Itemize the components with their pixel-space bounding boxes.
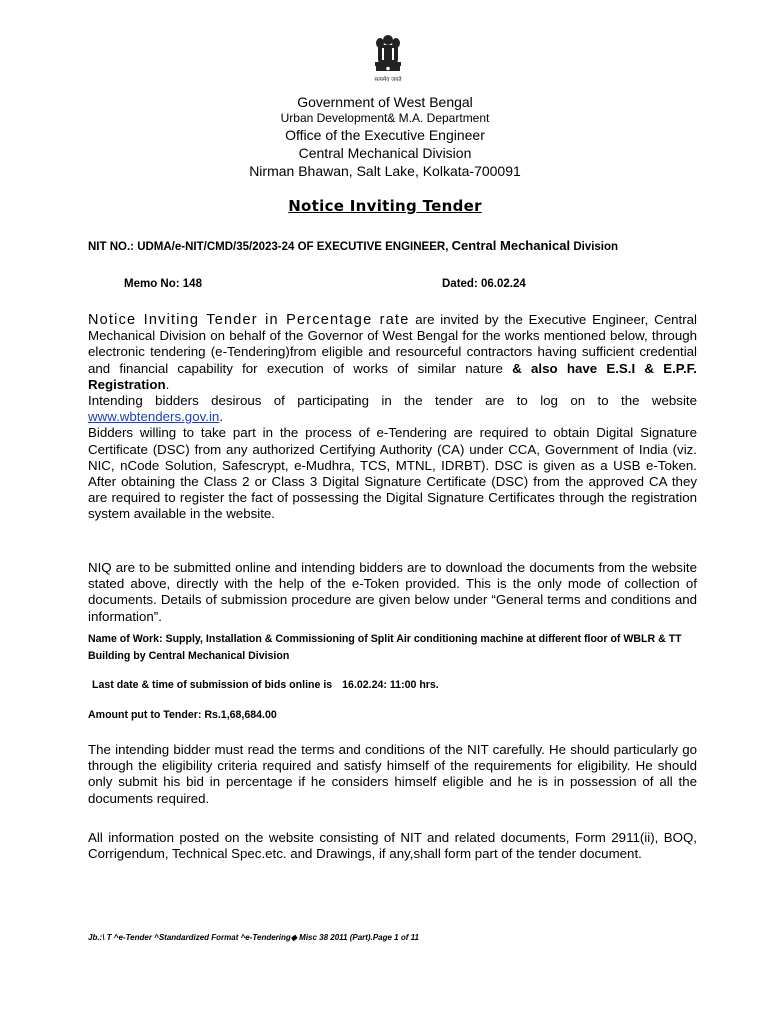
intro-registration: & also have E.S.I & E.P.F. Registration [88,360,697,392]
header-address: Nirman Bhawan, Salt Lake, Kolkata-700091 [249,163,521,179]
wbtenders-link[interactable]: www.wbtenders.gov.in [88,409,220,425]
intro-lead: Notice Inviting Tender in Percentage rate [88,312,410,328]
notice-title: Notice Inviting Tender [288,197,482,215]
emblem-motto: सत्यमेव जयते [374,77,402,83]
nit-number [88,238,618,253]
link-period: . [219,409,224,425]
nit-number-part1: NIT NO.: UDMA/e-NIT/CMD/35/2023-24 OF EXECUTIVE ENGINEER, [88,241,449,253]
last-date-value: 16.02.24: 11:00 hrs. [342,679,439,691]
niq-paragraph: NIQ are to be submitted online and intending bidders are to download the documents from the website stated above, directly with the help of the e-Token provided. This is the only mode of collection of documents. Details of submission procedure are given below under “General terms and conditions and information”. [88,560,697,624]
last-date-label: Last date & time of submission of bids online is [92,679,333,691]
intro-text: are invited by the Executive Engineer, Central Mechanical Division on behalf of the Governor of West Bengal for the works mentioned below, through electronic tendering (e-Tendering)from eligible and resourceful contractors having sufficient credential and financial capability for execution of works of similar nature [88,312,697,376]
memo-date: Dated: 06.02.24 [442,278,526,290]
state-emblem-icon [367,30,409,84]
header-office: Office of the Executive Engineer [285,127,485,143]
tender-amount: Amount put to Tender: Rs.1,68,684.00 [88,709,277,721]
information-paragraph: All information posted on the website consisting of NIT and related documents, Form 2911(ii), BOQ, Corrigendum, Technical Spec.etc. and Drawings, if any,shall form part of the tender document. [88,830,697,862]
page-footer: Jb.:\ T ^e-Tender ^Standardized Format ^e-Tendering◆ Misc 38 2011 (Part).Page 1 of 11 [88,933,419,942]
intro-period: . [165,376,170,392]
nit-number-part2: Central Mechanical [451,238,571,253]
nit-number-part3: Division [573,241,619,253]
dsc-text: Bidders willing to take part in the process of e-Tendering are required to obtain Digital Signature Certificate (DSC) from any authorized Certifying Authority (CA) under CCA, Government of India (viz. NIC, nCode Solution, Safescrypt, e-Mudhra, TCS, MTNL, IDRBT). DSC is given as a USB e-Token. After obtaining the Class 2 or Class 3 Digital Signature Certificate (DSC) from the approved CA they are required to register the fact of possessing the Digital Signature Certificates through the registration system available in the website. [88,425,697,522]
name-of-work: Name of Work: Supply, Installation & Commissioning of Split Air conditioning machine at different floor of WBLR & TT Building by Central Mechanical Division [88,633,682,662]
header-department: Urban Development& M.A. Department [280,111,490,125]
intro-paragraph [88,312,697,523]
memo-number: Memo No: 148 [124,278,202,290]
intending-text: Intending bidders desirous of participating in the tender are to log on to the website [88,393,697,409]
eligibility-paragraph: The intending bidder must read the terms and conditions of the NIT carefully. He should particularly go through the eligibility criteria required and satisfy himself of the requirements for eligibility. He should only submit his bid in percentage if he considers himself eligible and he is in possession of all the documents required. [88,742,697,806]
header-government: Government of West Bengal [297,94,473,110]
last-date [92,677,704,694]
header-division: Central Mechanical Division [298,145,472,161]
